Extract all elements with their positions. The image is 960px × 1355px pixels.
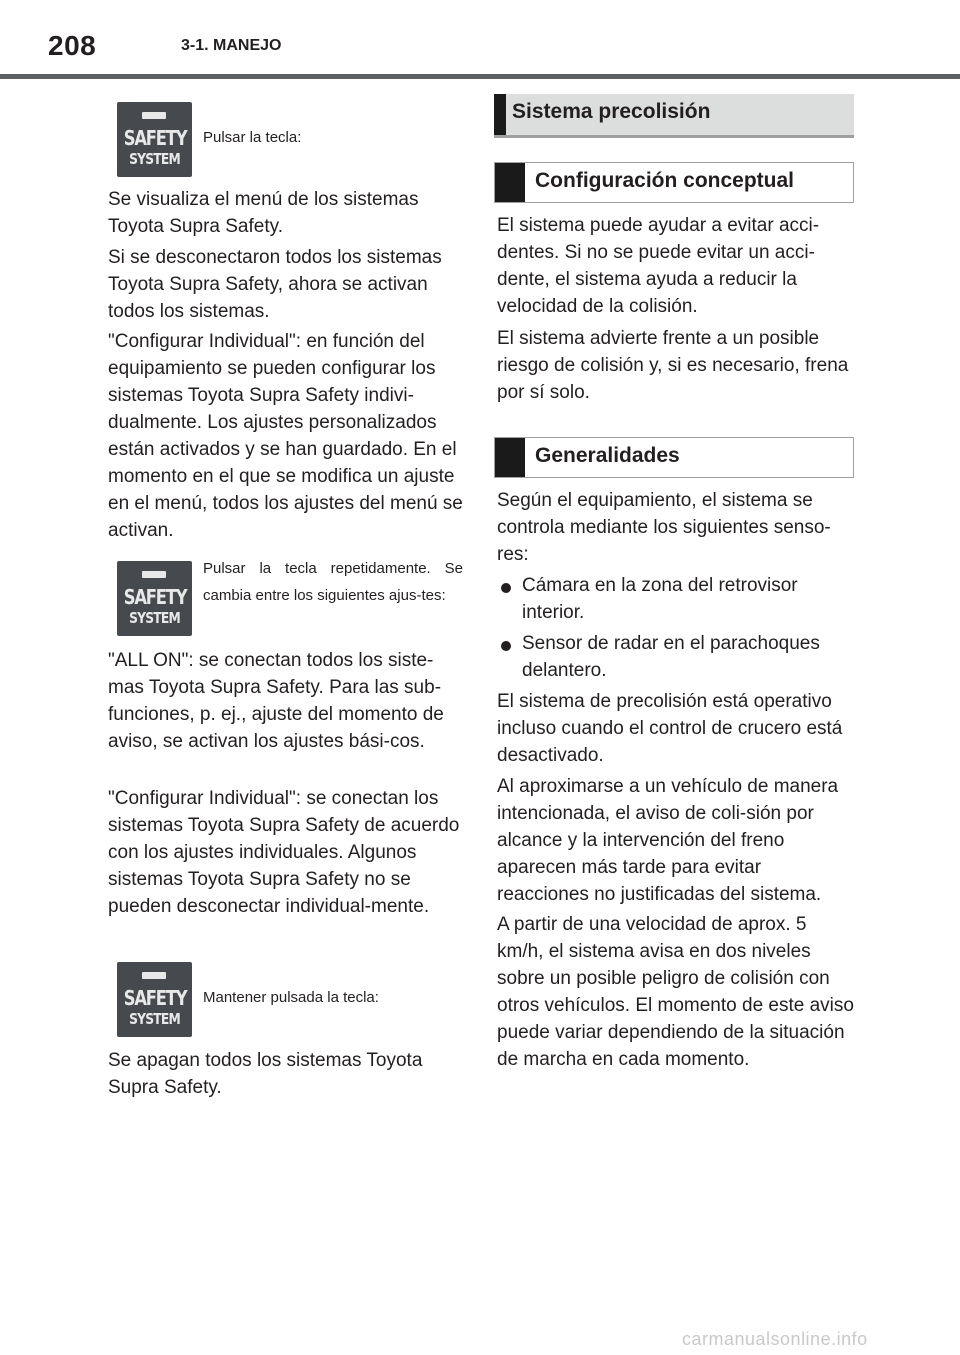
paragraph-operative: El sistema de precolisión está operativo incluso cuando el control de crucero está desactivado. [497,691,843,766]
watermark: carmanualsonline.info [682,1329,868,1349]
paragraph-systems-activated: Si se desconectaron todos los sistemas Toyota Supra Safety, ahora se activan todos los sistemas. [108,247,442,322]
heading-marker [494,94,506,135]
caption-press-repeatedly: Pulsar la tecla repetidamente. Se cambia entre los siguientes ajus-tes: [203,560,463,604]
caption-press-key: Pulsar la tecla: [203,129,302,146]
key-indicator-bar [142,972,166,979]
key-indicator-bar [142,571,166,578]
header-divider [0,74,960,79]
paragraph-sensors-intro: Según el equipamiento, el sistema se controla mediante los siguientes senso-res: [497,490,831,565]
key-label-safety: SAFETY [123,986,187,1010]
paragraph-collision-warning: El sistema advierte frente a un posible riesgo de colisión y, si es necesario, frena por sí solo. [497,328,849,403]
paragraph-intentional-approach: Al aproximarse a un vehículo de manera intencionada, el aviso de coli-sión por alcance y la intervención del freno aparecen más tarde para evitar reacciones no justificadas del sistema. [497,776,839,905]
list-item-text: Cámara en la zona del retrovisor interior. [522,575,798,623]
key-label-system: SYSTEM [129,609,180,627]
subheading-conceptual-config [494,162,854,203]
paragraph-menu-shown: Se visualiza el menú de los sistemas Toyota Supra Safety. [108,189,419,237]
key-label-system: SYSTEM [129,150,180,168]
safety-system-key-icon [117,962,192,1037]
subheading-general [494,437,854,478]
key-label-safety: SAFETY [123,585,187,609]
subheading-marker [495,438,525,477]
safety-system-key-icon [117,561,192,636]
paragraph-speed-warning: A partir de una velocidad de aprox. 5 km/h, el sistema avisa en dos niveles sobre un posible peligro de colisión con otros vehículos. El momento de este aviso puede variar dependiendo de la situación de marcha en cada momento. [497,914,854,1070]
bullet-icon [501,583,511,593]
heading-pre-collision-system [494,94,854,138]
paragraph-configure-individual: "Configurar Individual": en función del equipamiento se pueden configurar los sistemas Toyota Supra Safety indivi-dualmente. Los ajustes personalizados están activados y se han guardado. En el momento en el que se modifica un ajuste en el menú, todos los ajustes del menú se activan. [108,331,463,541]
subheading-text: Generalidades [535,444,680,467]
safety-system-key-icon [117,102,192,177]
bullet-icon [501,641,511,651]
paragraph-systems-off: Se apagan todos los sistemas Toyota Supra Safety. [108,1050,423,1098]
paragraph-avoid-accidents: El sistema puede ayudar a evitar acci-dentes. Si no se puede evitar un acci-dente, el sistema ayuda a reducir la velocidad de la colisión. [497,215,820,317]
key-indicator-bar [142,112,166,119]
heading-text: Sistema precolisión [512,100,711,123]
section-title: 3-1. MANEJO [181,37,282,54]
subheading-text: Configuración conceptual [535,169,795,192]
list-item-text: Sensor de radar en el parachoques delantero. [522,633,820,681]
paragraph-individual-settings: "Configurar Individual": se conectan los sistemas Toyota Supra Safety de acuerdo con los ajustes individuales. Algunos sistemas Toyota Supra Safety no se pueden desconectar individual-mente. [108,788,460,917]
list-item [497,572,857,626]
key-label-system: SYSTEM [129,1010,180,1028]
key-label-safety: SAFETY [123,126,187,150]
caption-hold-key: Mantener pulsada la tecla: [203,989,379,1006]
paragraph-all-on: "ALL ON": se conectan todos los siste-mas Toyota Supra Safety. Para las sub-funciones, p. ej., ajuste del momento de aviso, se activan los ajustes bási-cos. [108,650,444,752]
subheading-marker [495,163,525,202]
list-item [497,630,857,684]
page-number: 208 [48,30,97,61]
